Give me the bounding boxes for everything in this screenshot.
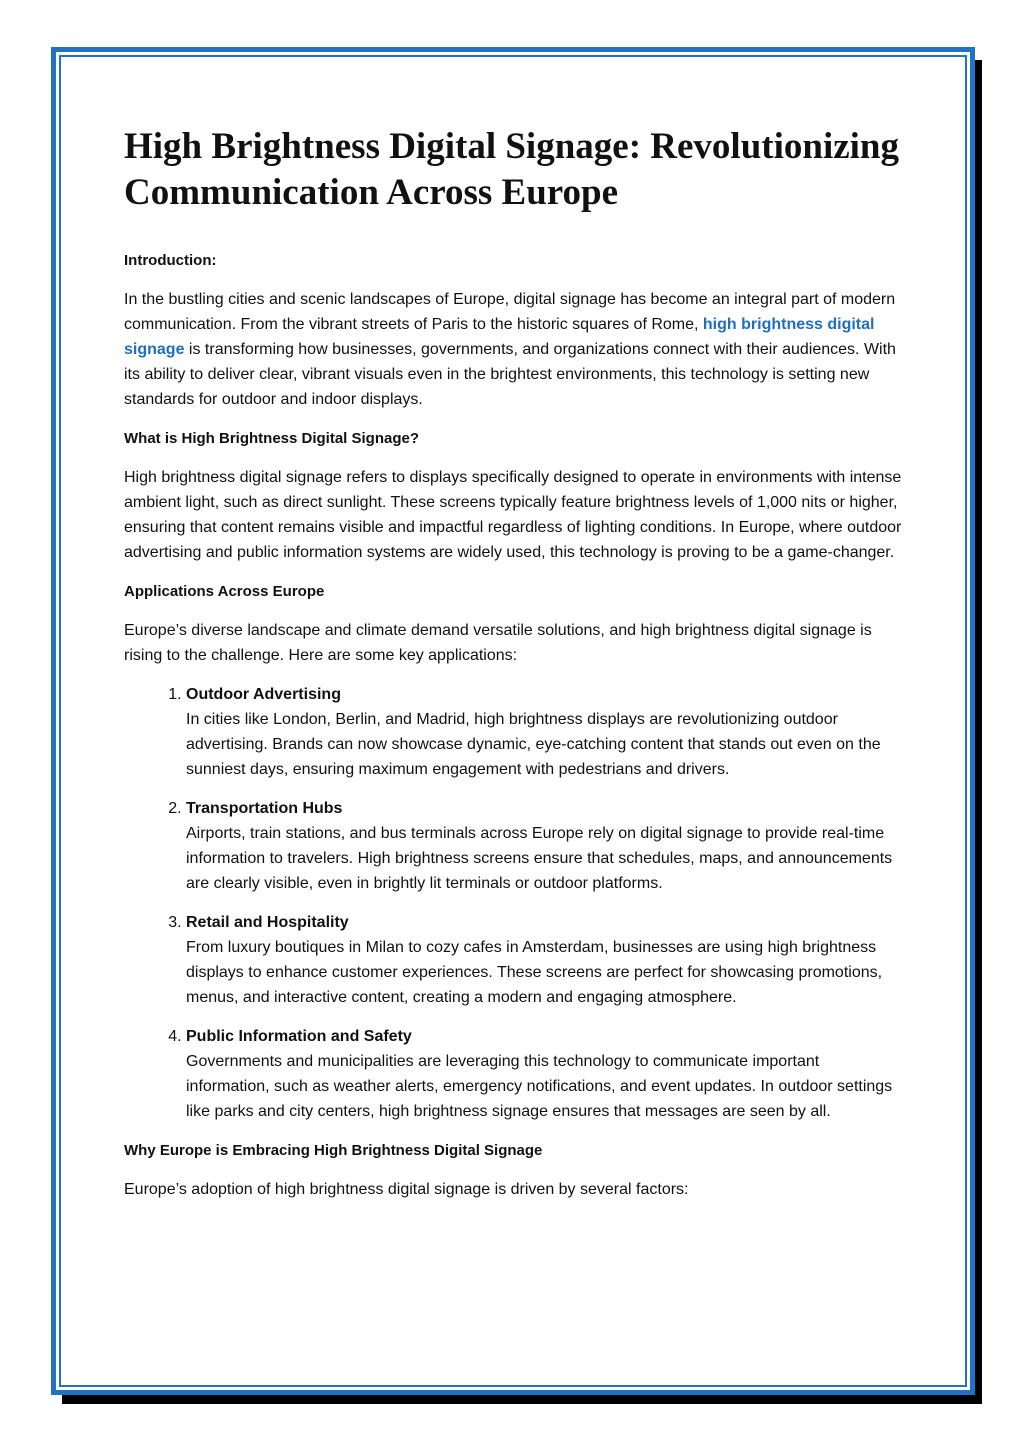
- application-text: From luxury boutiques in Milan to cozy cafes in Amsterdam, businesses are using high brightness displays to enhance customer experiences. These screens are perfect for showcasing promotions, menus, and interactive content, creating a modern and engaging atmosphere.: [186, 939, 883, 1006]
- why-europe-heading: Why Europe is Embracing High Brightness Digital Signage: [124, 1142, 543, 1159]
- list-item: [186, 1024, 904, 1124]
- document-title: High Brightness Digital Signage: Revolutionizing Communication Across Europe: [124, 126, 900, 213]
- high-brightness-signage-link[interactable]: high brightness digital signage: [124, 316, 875, 358]
- application-text: Airports, train stations, and bus terminals across Europe rely on digital signage to provide real-time information to travelers. High brightness screens ensure that schedules, maps, and announcements are clearly visible, even in brightly lit terminals or outdoor platforms.: [186, 825, 893, 892]
- introduction-paragraph: [124, 287, 904, 412]
- why-europe-paragraph: Europe’s adoption of high brightness digital signage is driven by several factors:: [124, 1181, 689, 1198]
- application-title: 3. Retail and Hospitality: [186, 914, 349, 931]
- application-title: 1. Outdoor Advertising: [186, 686, 341, 703]
- list-item: [186, 796, 904, 896]
- what-is-heading: What is High Brightness Digital Signage?: [124, 430, 420, 447]
- application-title: 2. Transportation Hubs: [186, 800, 343, 817]
- list-item: [186, 682, 904, 782]
- introduction-heading: Introduction:: [124, 252, 217, 269]
- introduction-text-start: In the bustling cities and scenic landscapes of Europe, digital signage has become an integral part of modern communication. From the vibrant streets of Paris to the historic squares of Rome,: [124, 291, 896, 333]
- application-title: 4. Public Information and Safety: [186, 1028, 412, 1045]
- introduction-text-end: is transforming how businesses, governments, and organizations connect with their audiences. With its ability to deliver clear, vibrant visuals even in the brightest environments, this technology is setting new standards for outdoor and indoor displays.: [124, 341, 896, 408]
- applications-list: [124, 682, 904, 1124]
- applications-heading: Applications Across Europe: [124, 583, 325, 600]
- what-is-paragraph: High brightness digital signage refers to displays specifically designed to operate in environments with intense ambient light, such as direct sunlight. These screens typically feature brightness levels of 1,000 nits or higher, ensuring that content remains visible and impactful regardless of lighting conditions. In Europe, where outdoor advertising and public information systems are widely used, this technology is proving to be a game-changer.: [124, 469, 902, 561]
- applications-paragraph: Europe’s diverse landscape and climate demand versatile solutions, and high brightness digital signage is rising to the challenge. Here are some key applications:: [124, 622, 872, 664]
- application-text: Governments and municipalities are leveraging this technology to communicate important information, such as weather alerts, emergency notifications, and event updates. In outdoor settings like parks and city centers, high brightness signage ensures that messages are seen by all.: [186, 1053, 893, 1120]
- application-text: In cities like London, Berlin, and Madrid, high brightness displays are revolutionizing outdoor advertising. Brands can now showcase dynamic, eye-catching content that stands out even on the sunniest days, ensuring maximum engagement with pedestrians and drivers.: [186, 711, 881, 778]
- list-item: [186, 910, 904, 1010]
- document-body: [124, 124, 904, 1216]
